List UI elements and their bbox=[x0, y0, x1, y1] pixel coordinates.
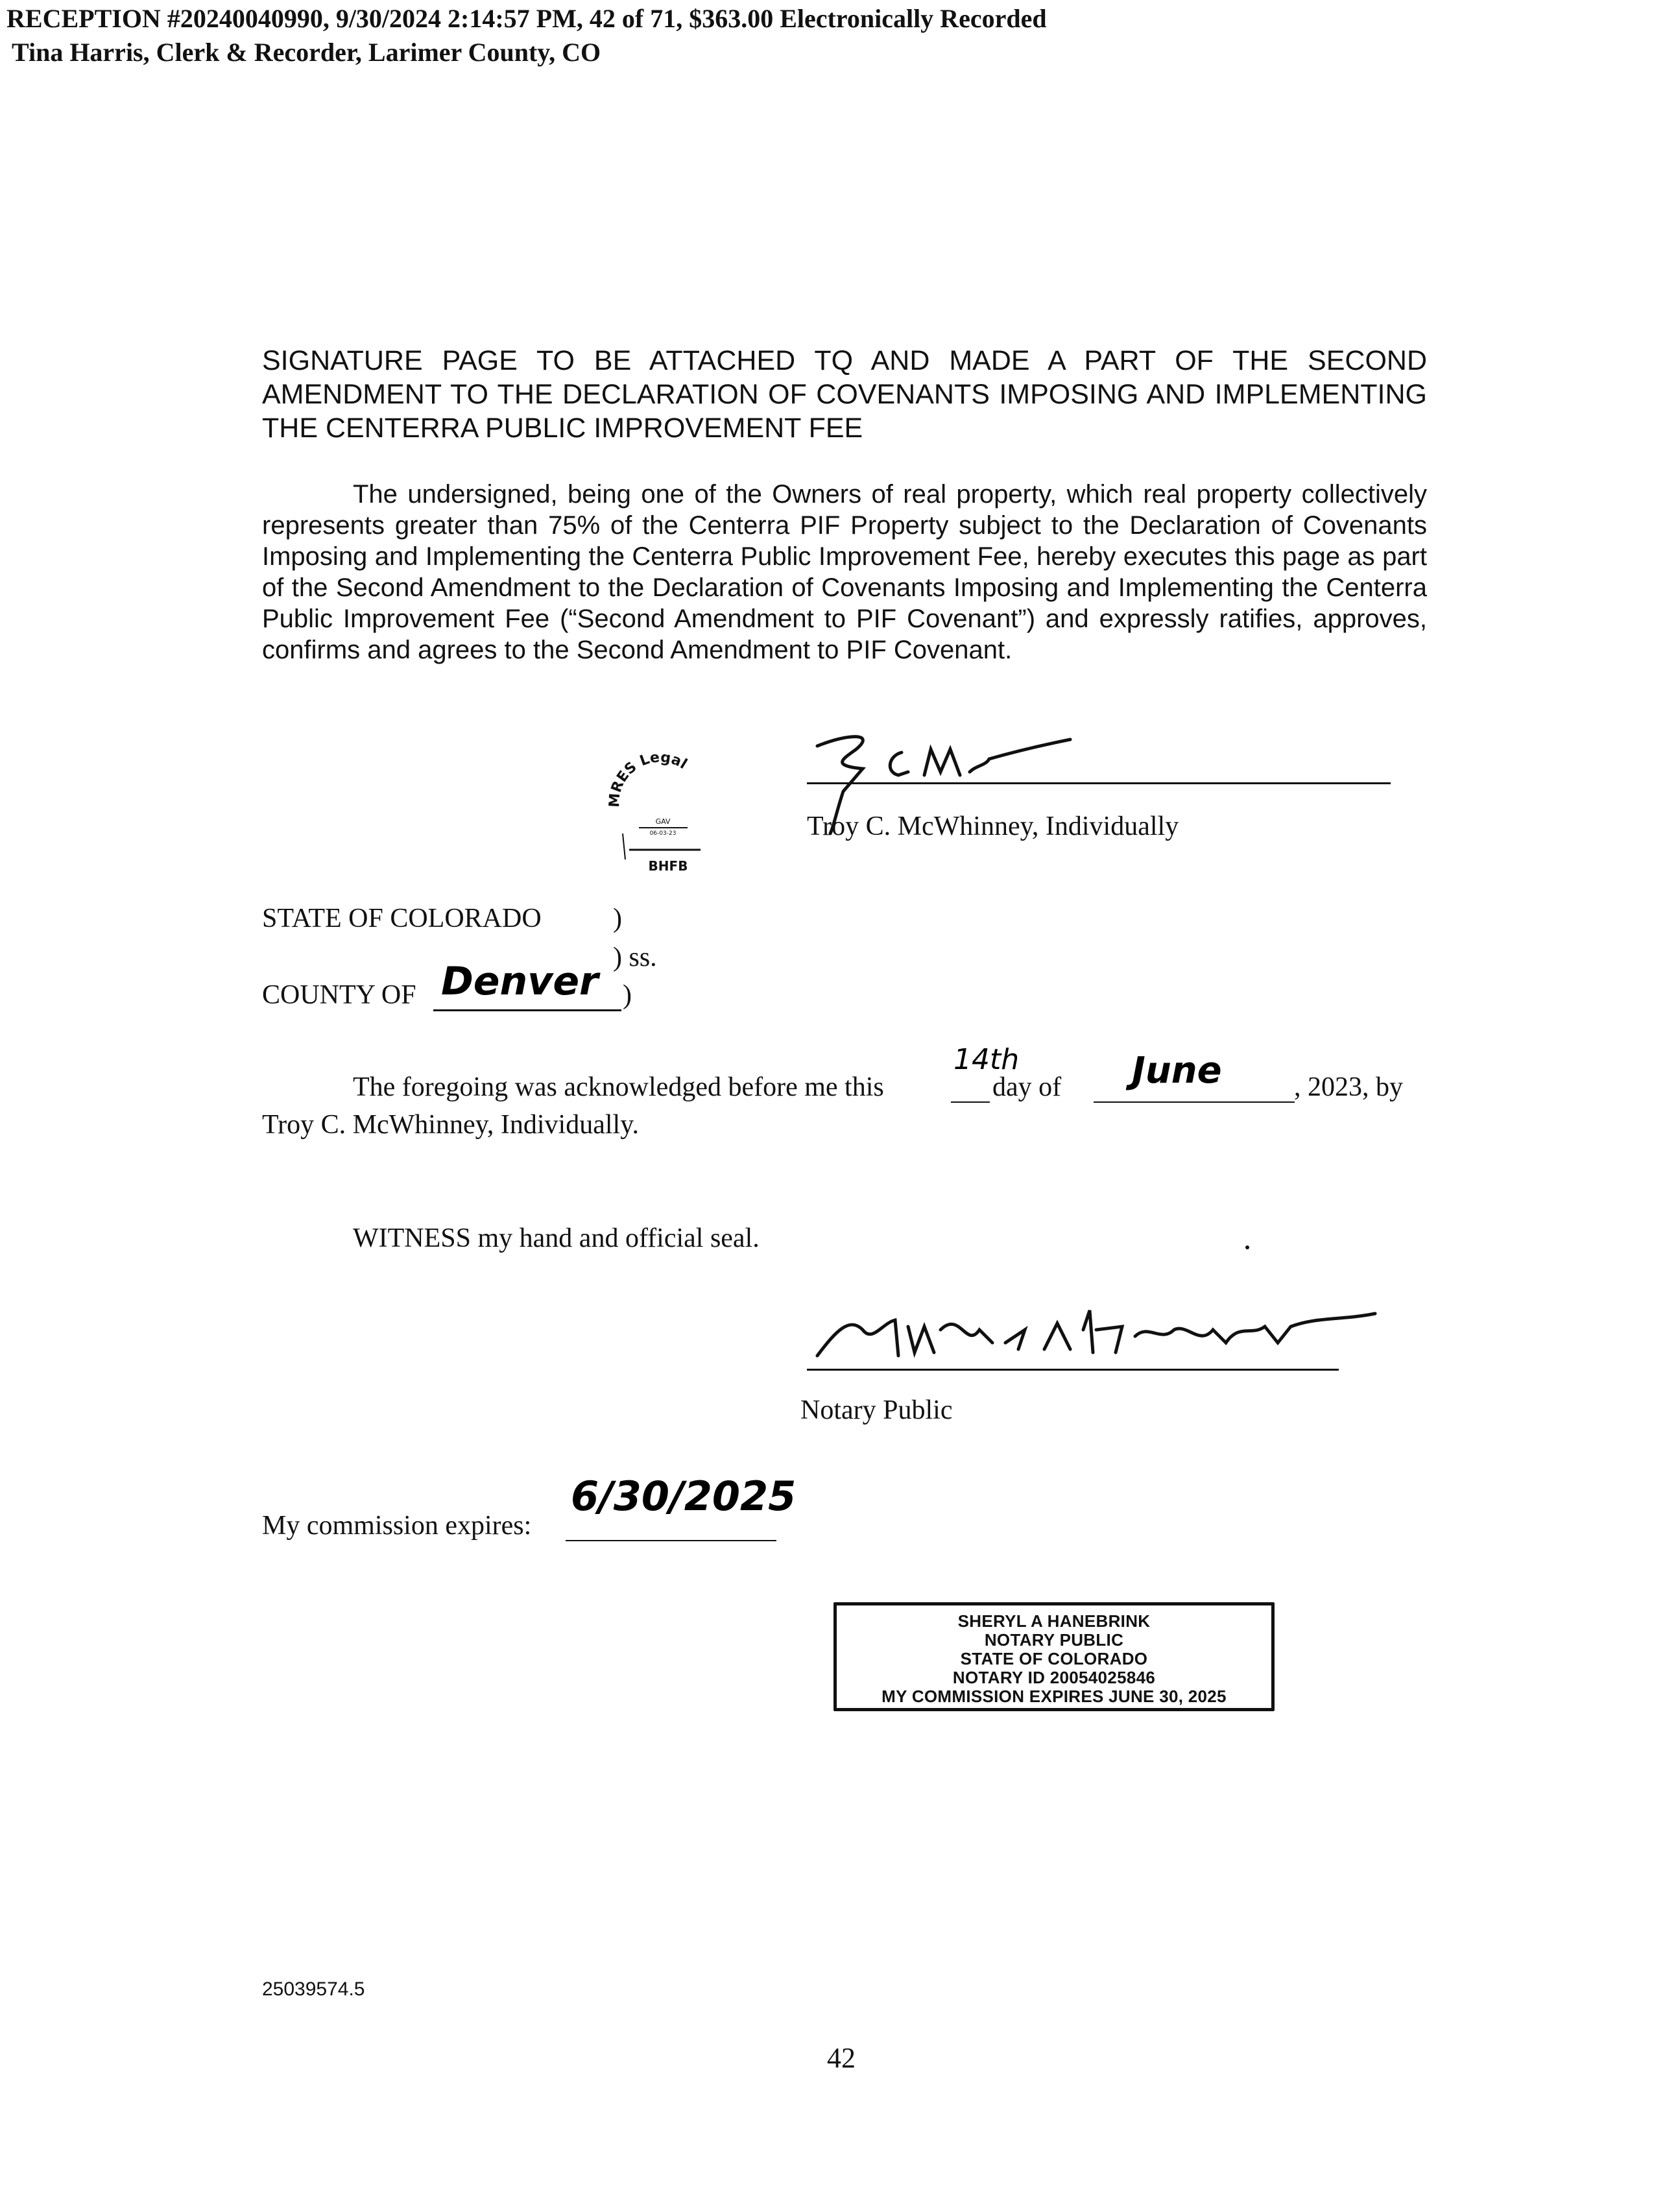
ack-text-2: day of bbox=[992, 1072, 1062, 1102]
legal-stamp-initials: GAV bbox=[655, 817, 671, 826]
ink-dot bbox=[1245, 1245, 1249, 1249]
ack-month-handwritten: June bbox=[1132, 1050, 1222, 1092]
signature-line-troy bbox=[807, 782, 1391, 784]
county-handwritten: Denver bbox=[441, 959, 599, 1004]
commission-underline bbox=[566, 1540, 776, 1541]
notary-public-label: Notary Public bbox=[800, 1395, 953, 1425]
notary-stamp bbox=[833, 1602, 1275, 1711]
legal-stamp-top-text: MRES Legal bbox=[606, 749, 690, 808]
ack-text-1: The foregoing was acknowledged before me this bbox=[353, 1072, 884, 1102]
document-number: 25039574.5 bbox=[262, 1978, 365, 2000]
signatory-name: Troy C. McWhinney, Individually bbox=[807, 811, 1179, 841]
recording-header-line2: Tina Harris, Clerk & Recorder, Larimer County, CO bbox=[12, 38, 601, 67]
page-title: SIGNATURE PAGE TO BE ATTACHED TQ AND MADE A PART OF THE SECOND AMENDMENT TO THE DECLARATION OF COVENANTS IMPOSING AND IMPLEMENTING THE CENTERRA PUBLIC IMPROVEMENT FEE bbox=[262, 345, 1427, 444]
legal-stamp-bottom-text: BHFB bbox=[648, 858, 688, 874]
ack-month-underline bbox=[1094, 1101, 1295, 1103]
ack-day-handwritten: 14th bbox=[953, 1043, 1020, 1076]
page-number: 42 bbox=[827, 2042, 856, 2074]
venue-ss: ) ss. bbox=[613, 943, 657, 972]
signature-line-notary bbox=[807, 1369, 1339, 1371]
notary-stamp-title: NOTARY PUBLIC bbox=[984, 1630, 1124, 1650]
ack-text-line2: Troy C. McWhinney, Individually. bbox=[262, 1110, 639, 1140]
witness-statement: WITNESS my hand and official seal. bbox=[353, 1223, 760, 1253]
notary-stamp-state: STATE OF COLORADO bbox=[960, 1649, 1148, 1668]
commission-date-handwritten: 6/30/2025 bbox=[571, 1473, 797, 1520]
ack-day-underline bbox=[951, 1101, 990, 1103]
legal-stamp-date: 06-03-23 bbox=[649, 830, 677, 837]
legal-review-stamp bbox=[603, 746, 720, 876]
ack-text-3: , 2023, by bbox=[1294, 1072, 1403, 1102]
svg-text:MRES Legal bbox=[606, 749, 689, 808]
recording-header-line1: RECEPTION #20240040990, 9/30/2024 2:14:57 PM, 42 of 71, $363.00 Electronically Recorded bbox=[6, 4, 1047, 33]
notary-stamp-expiry: MY COMMISSION EXPIRES JUNE 30, 2025 bbox=[881, 1687, 1227, 1706]
state-label: STATE OF COLORADO bbox=[262, 904, 542, 933]
county-label: COUNTY OF bbox=[262, 980, 416, 1010]
notary-signature bbox=[811, 1291, 1382, 1375]
venue-paren-1: ) bbox=[613, 904, 622, 933]
county-underline bbox=[433, 1009, 621, 1011]
notary-stamp-id: NOTARY ID 20054025846 bbox=[952, 1668, 1156, 1687]
commission-label: My commission expires: bbox=[262, 1511, 532, 1541]
venue-paren-3: ) bbox=[623, 980, 632, 1010]
body-paragraph: The undersigned, being one of the Owners of real property, which real property collectively represents greater than 75% of the Centerra PIF Property subject to the Declaration of Covenants Imposing and Implementing the Centerra Public Improvement Fee, hereby executes this page as part of the Second Amendment to the Declaration of Covenants Imposing and Implementing the Centerra Public Improvement Fee (“Second Amendment to PIF Covenant”) and expressly ratifies, approves, confirms and agrees to the Second Amendment to PIF Covenant. bbox=[262, 480, 1427, 664]
notary-stamp-name: SHERYL A HANEBRINK bbox=[957, 1611, 1151, 1631]
